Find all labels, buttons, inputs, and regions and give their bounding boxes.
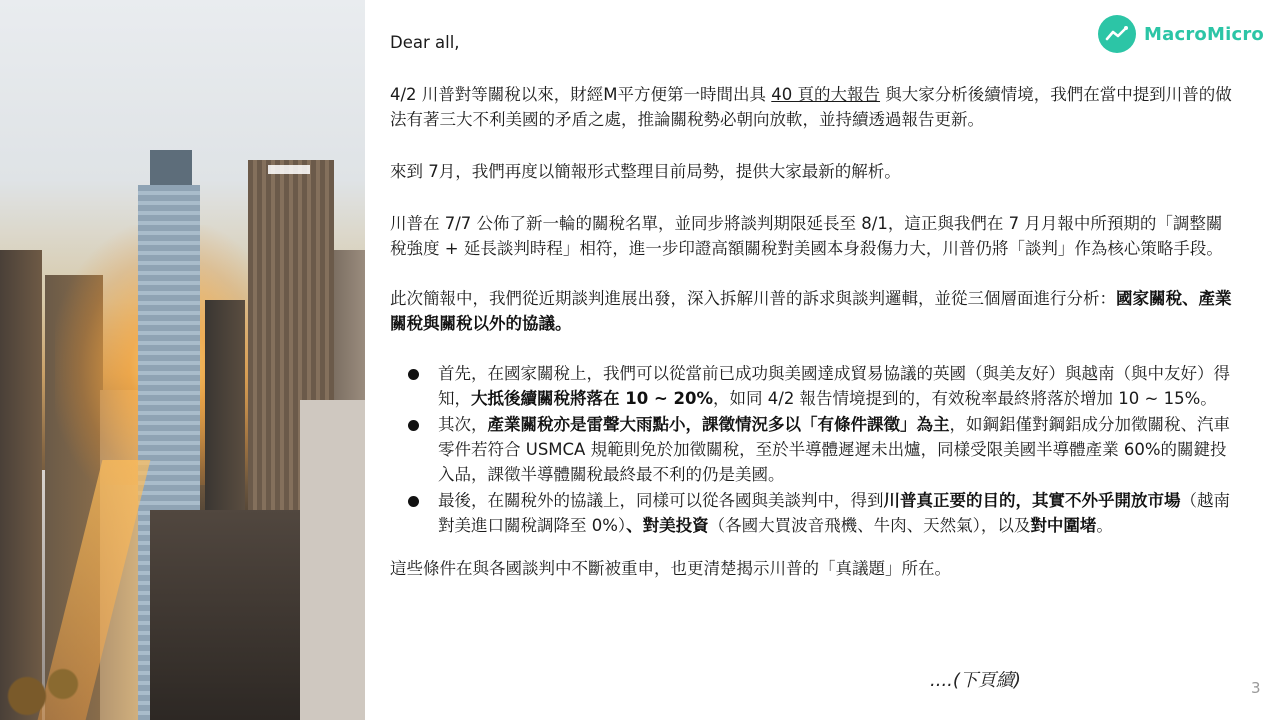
bullet-list xyxy=(390,361,1232,538)
continued-note: ....(下頁續) xyxy=(930,670,1021,691)
trees xyxy=(0,660,90,720)
building xyxy=(150,510,300,720)
bullet-icon xyxy=(408,369,419,380)
building xyxy=(300,400,365,720)
paragraph-3: 川普在 7/7 公佈了新一輪的關稅名單，並同步將談判期限延長至 8/1，這正與我們在 7 月月報中所預期的「調整關稅強度 + 延長談判時程」相符，進一步印證高額關稅對美國本身殺傷力大，川普仍將「談判」作為核心策略手段。 xyxy=(390,214,1223,258)
report-link[interactable]: 40 頁的大報告 xyxy=(771,85,881,104)
paragraph-text: 4/2 川普對等關稅以來，財經M平方便第一時間出具 xyxy=(390,85,772,104)
building-sign xyxy=(268,165,310,174)
logo-text: MacroMicro xyxy=(1144,23,1264,45)
item-text: 。 xyxy=(1096,516,1113,535)
bold-text: 大抵後續關稅將落在 10 ~ 20% xyxy=(471,389,714,408)
building xyxy=(0,250,42,720)
list-item xyxy=(390,412,1232,487)
paragraph-1 xyxy=(390,82,1232,132)
bold-text: 川普真正要的目的，其實不外乎開放市場 xyxy=(883,491,1181,510)
tower-crown xyxy=(150,150,192,185)
item-text: ，如鋼鋁僅對鋼鋁成分加徵關稅、汽車零件若符合 USMCA 規範則免於加徵關稅，至於半導體遲遲未出爐，同樣受限美國半導體產業 60%的關鍵投入品，課徵半導體關稅最終最不利的仍是美國。 xyxy=(438,415,1230,484)
item-text: 首先，在國家關稅上，我們可以從當前已成功與美國達成貿易協議的英國（與美友好）與越南（與中友好）得知， xyxy=(438,364,1230,408)
item-text: ，如同 4/2 報告情境提到的，有效稅率最終將落於增加 10 ~ 15%。 xyxy=(713,389,1217,408)
bold-text: 國家關稅、產業關稅與關稅以外的協議。 xyxy=(390,289,1232,333)
bold-text: 產業關稅亦是雷聲大雨點小，課徵情況多以「有條件課徵」為主 xyxy=(487,415,950,434)
letter-body xyxy=(390,30,1232,581)
bold-text: 、對美投資 xyxy=(626,516,709,535)
page-number: 3 xyxy=(1251,679,1261,697)
paragraph-5: 這些條件在與各國談判中不斷被重申，也更清楚揭示川普的「真議題」所在。 xyxy=(390,559,951,578)
item-text: （越南對美進口關稅調降至 0%） xyxy=(438,491,1230,535)
bullet-icon xyxy=(408,420,419,431)
paragraph-text: 與大家分析後續情境，我們在當中提到川普的做法有著三大不利美國的矛盾之處，推論關稅勢必朝向放軟，並持續透過報告更新。 xyxy=(390,85,1232,129)
greeting: Dear all, xyxy=(390,33,460,52)
paragraph-4 xyxy=(390,286,1232,336)
paragraph-2: 來到 7月，我們再度以簡報形式整理目前局勢，提供大家最新的解析。 xyxy=(390,162,901,181)
paragraph-text: 此次簡報中，我們從近期談判進展出發，深入拆解川普的訴求與談判邏輯，並從三個層面進行分析： xyxy=(390,289,1116,308)
list-item xyxy=(390,488,1232,538)
bullet-icon xyxy=(408,496,419,507)
item-text: （各國大買波音飛機、牛肉、天然氣），以及 xyxy=(708,516,1031,535)
bold-text: 對中圍堵 xyxy=(1030,516,1097,535)
item-text: 最後，在關稅外的協議上，同樣可以從各國與美談判中，得到 xyxy=(438,491,884,510)
city-skyline-photo xyxy=(0,0,365,720)
item-text: 其次， xyxy=(438,415,488,434)
list-item xyxy=(390,361,1232,411)
